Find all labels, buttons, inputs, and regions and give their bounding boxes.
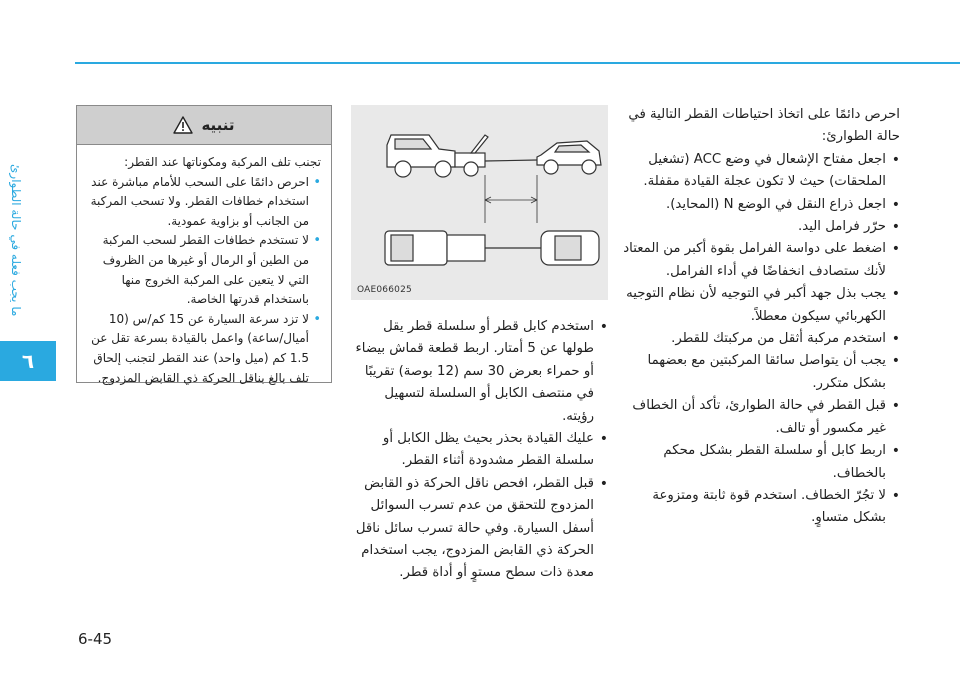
figure-code: OAE066025 [357, 285, 412, 295]
towing-precautions-list [622, 149, 900, 530]
middle-column [352, 316, 608, 585]
list-item: • يجب أن يتواصل سائقا المركبتين مع بعضهما بشكل متكرر. [622, 350, 900, 395]
towing-rope-list [352, 316, 608, 585]
right-column [622, 104, 900, 530]
chapter-title: ما يجب فعله في حالة الطوارئ [9, 163, 23, 317]
warning-triangle-icon [173, 116, 193, 134]
list-item: • احرص دائمًا على السحب للأمام مباشرة عند استخدام خطافات القطر. ولا تسحب المركبة من الجانب أو بزاوية عمودية. [85, 173, 321, 232]
list-item: • اربط كابل أو سلسلة القطر بشكل محكم بالخطاف. [622, 440, 900, 485]
page-number: 6-45 [78, 630, 113, 648]
list-item: • يجب بذل جهد أكبر في التوجيه لأن نظام التوجيه الكهربائي سيكون معطلاً. [622, 283, 900, 328]
list-item: • لا تجُرّ الخطاف. استخدم قوة ثابتة ومتزوعة بشكل متساوٍ. [622, 485, 900, 530]
caution-body [77, 145, 331, 388]
caution-list [85, 173, 321, 389]
list-item: • اجعل مفتاح الإشعال في وضع ACC (تشغيل الملحقات) حيث لا تكون عجلة القيادة مقفلة. [622, 149, 900, 194]
list-item: • اجعل ذراع النقل في الوضع N (المحايد). [622, 194, 900, 216]
list-item: • لا تزد سرعة السيارة عن 15 كم/س (10 أميال/ساعة) واعمل بالقيادة بسرعة تقل عن 1.5 كم (ميل واحد) عند القطر لتجنب إلحاق تلف بالغ بناقل الحركة ذي القابض المزدوج. [85, 310, 321, 388]
caution-box [76, 105, 332, 383]
list-item: • قبل القطر في حالة الطوارئ، تأكد أن الخطاف غير مكسور أو تالف. [622, 395, 900, 440]
towing-illustration [351, 105, 608, 300]
tow-truck-drawing [351, 105, 608, 300]
chapter-tab[interactable]: ٦ [0, 341, 56, 381]
caution-title: تنبيه [201, 116, 235, 134]
caution-header [77, 106, 331, 145]
list-item: • اضغط على دواسة الفرامل بقوة أكبر من المعتاد لأنك ستصادف انخفاضًا في أداء الفرامل. [622, 238, 900, 283]
caution-lead: تجنب تلف المركبة ومكوناتها عند القطر: [124, 155, 321, 169]
list-item: • استخدم كابل قطر أو سلسلة قطر يقل طولها عن 5 أمتار. اربط قطعة قماش بيضاء أو حمراء بعرض 30 سم (12 بوصة) تقريبًا في منتصف الكابل أو السلسلة لتسهيل رؤيته. [352, 316, 608, 428]
list-item: • عليك القيادة بحذر بحيث يظل الكابل أو سلسلة القطر مشدودة أثناء القطر. [352, 428, 608, 473]
list-item: • حرّر فرامل اليد. [622, 216, 900, 238]
list-item: • قبل القطر، افحص ناقل الحركة ذو القابض المزدوج للتحقق من عدم تسرب السوائل أسفل السيارة. وفي حالة تسرب سائل ناقل الحركة ذي القابض المزدوج، يجب استخدام معدة ذات سطح مستوٍ أو أداة قطر. [352, 473, 608, 585]
header-rule [75, 62, 960, 64]
list-item: • لا تستخدم خطافات القطر لسحب المركبة من الطين أو الرمال أو غيرها من الظروف التي لا يتعين على المركبة الخروج منها باستخدام قدرتها الخاصة. [85, 231, 321, 309]
intro-text: احرص دائمًا على اتخاذ احتياطات القطر التالية في حالة الطوارئ: [628, 107, 900, 145]
list-item: • استخدم مركبة أثقل من مركبتك للقطر. [622, 328, 900, 350]
